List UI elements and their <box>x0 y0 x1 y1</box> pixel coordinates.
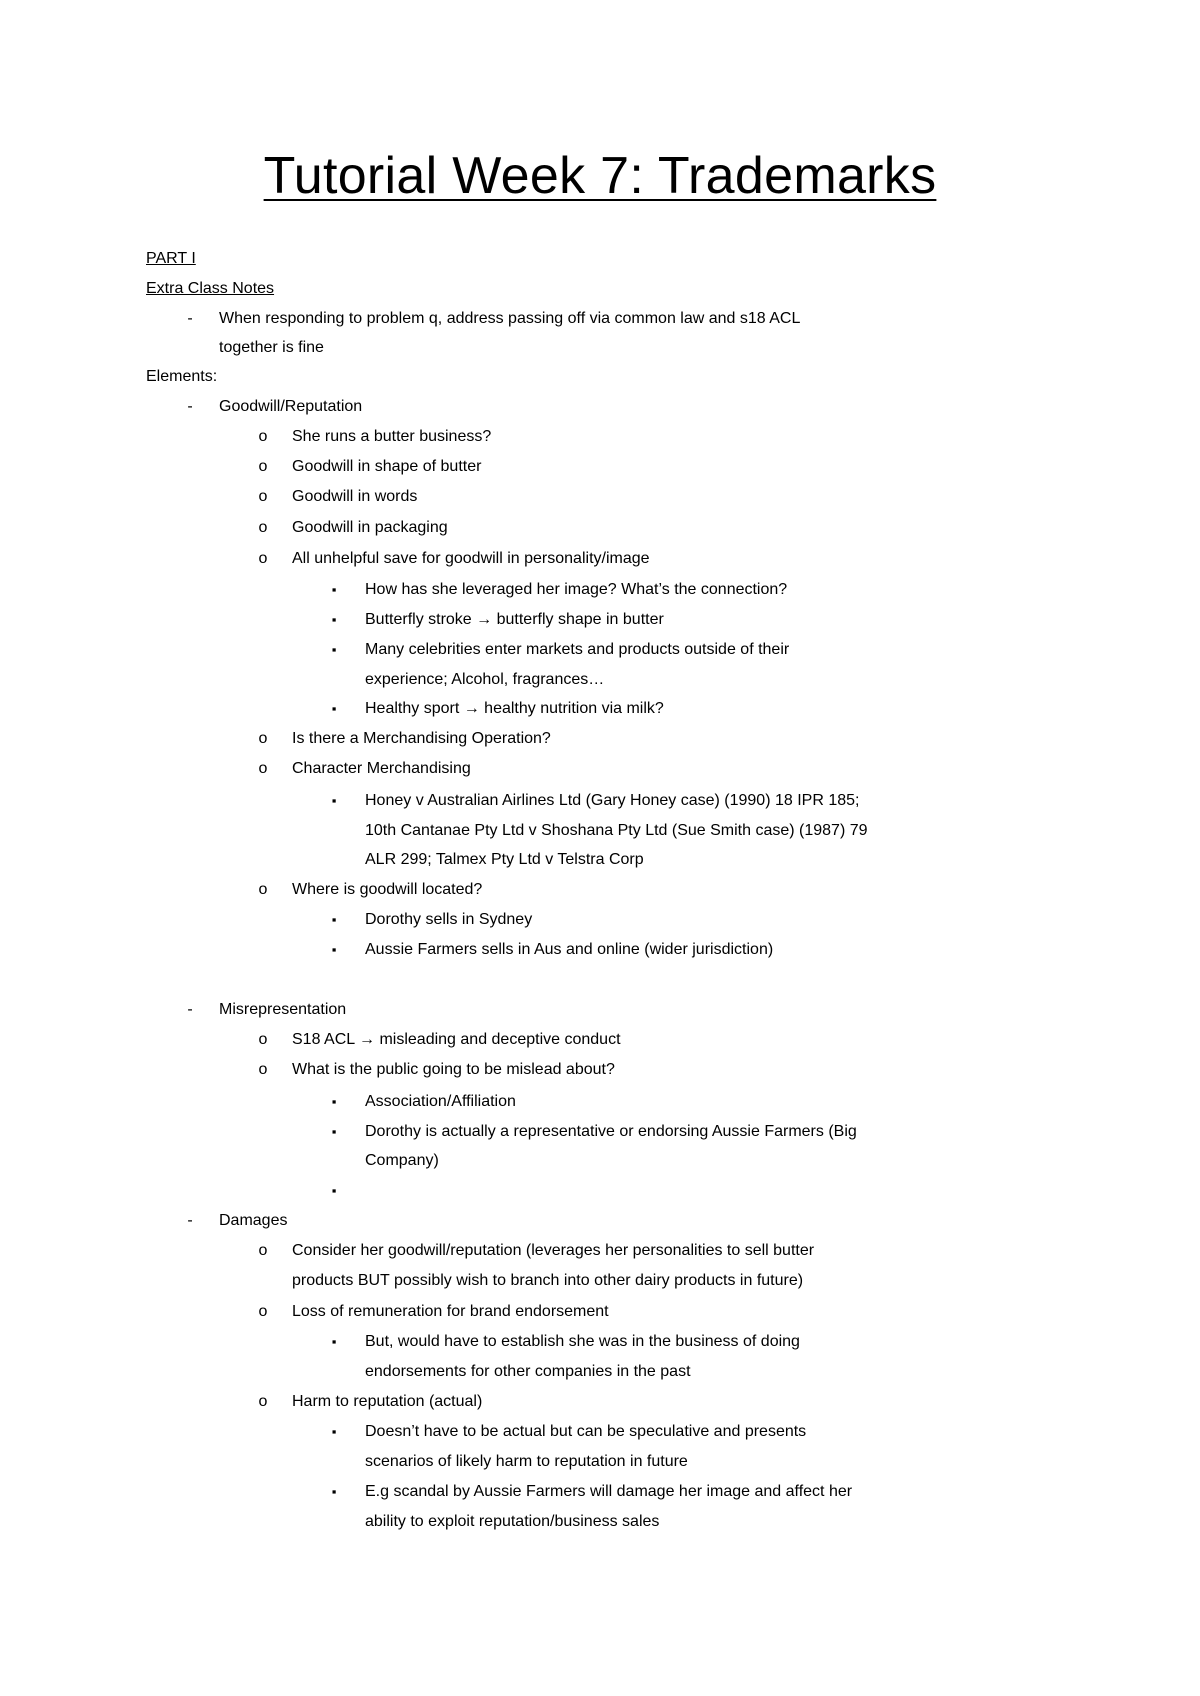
square-bullet: ▪ <box>331 1183 337 1198</box>
square-bullet: ▪ <box>331 1334 337 1349</box>
square-bullet: ▪ <box>331 582 337 597</box>
list-item: Goodwill in words <box>292 488 418 505</box>
list-item: Butterfly stroke → butterfly shape in butter <box>365 611 664 628</box>
circle-bullet: o <box>258 1242 268 1259</box>
square-bullet: ▪ <box>331 942 337 957</box>
list-item: When responding to problem q, address passing off via common law and s18 ACL <box>219 310 801 327</box>
circle-bullet: o <box>258 730 268 747</box>
list-item: Goodwill in shape of butter <box>292 458 482 475</box>
arrow-right-icon: → <box>476 611 493 628</box>
list-item: Aussie Farmers sells in Aus and online (wider jurisdiction) <box>365 941 774 958</box>
circle-bullet: o <box>258 550 268 567</box>
square-bullet: ▪ <box>331 1094 337 1109</box>
list-item: Dorothy is actually a representative or endorsing Aussie Farmers (Big <box>365 1123 857 1140</box>
list-item: But, would have to establish she was in the business of doing <box>365 1333 800 1350</box>
list-item-continuation: ability to exploit reputation/business sales <box>365 1513 660 1530</box>
list-item: Where is goodwill located? <box>292 881 483 898</box>
square-bullet: ▪ <box>331 1484 337 1499</box>
list-item-continuation: scenarios of likely harm to reputation in future <box>365 1453 688 1470</box>
list-item-continuation: endorsements for other companies in the past <box>365 1363 691 1380</box>
list-item-continuation: experience; Alcohol, fragrances… <box>365 671 605 688</box>
section-goodwill: Goodwill/Reputation <box>219 398 363 415</box>
list-item: How has she leveraged her image? What’s the connection? <box>365 581 788 598</box>
circle-bullet: o <box>258 881 268 898</box>
list-item-continuation: Company) <box>365 1152 439 1169</box>
list-item: Consider her goodwill/reputation (leverages her personalities to sell butter <box>292 1242 815 1259</box>
dash-bullet: - <box>187 310 193 327</box>
list-item-continuation: 10th Cantanae Pty Ltd v Shoshana Pty Ltd (Sue Smith case) (1987) 79 <box>365 822 868 839</box>
list-item: Loss of remuneration for brand endorsement <box>292 1303 609 1320</box>
circle-bullet: o <box>258 1393 268 1410</box>
list-item: She runs a butter business? <box>292 428 492 445</box>
arrow-right-icon: → <box>463 700 480 717</box>
circle-bullet: o <box>258 428 268 445</box>
arrow-right-icon: → <box>359 1031 376 1048</box>
square-bullet: ▪ <box>331 642 337 657</box>
list-item: Doesn’t have to be actual but can be speculative and presents <box>365 1423 807 1440</box>
list-item: Harm to reputation (actual) <box>292 1393 483 1410</box>
list-item: S18 ACL → misleading and deceptive conduct <box>292 1031 621 1048</box>
list-item: E.g scandal by Aussie Farmers will damage her image and affect her <box>365 1483 853 1500</box>
list-item: Many celebrities enter markets and products outside of their <box>365 641 790 658</box>
elements-heading: Elements: <box>146 368 218 385</box>
circle-bullet: o <box>258 760 268 777</box>
circle-bullet: o <box>258 1061 268 1078</box>
list-item-continuation: ALR 299; Talmex Pty Ltd v Telstra Corp <box>365 851 644 868</box>
list-item: Association/Affiliation <box>365 1093 516 1110</box>
list-item: Goodwill in packaging <box>292 519 448 536</box>
list-item: All unhelpful save for goodwill in personality/image <box>292 550 650 567</box>
circle-bullet: o <box>258 458 268 475</box>
circle-bullet: o <box>258 488 268 505</box>
section-damages: Damages <box>219 1212 288 1229</box>
list-item: Character Merchandising <box>292 760 471 777</box>
part-heading: PART I <box>146 250 196 267</box>
list-item: Healthy sport → healthy nutrition via milk? <box>365 700 664 717</box>
list-item: Dorothy sells in Sydney <box>365 911 533 928</box>
circle-bullet: o <box>258 1031 268 1048</box>
list-item-continuation: products BUT possibly wish to branch into other dairy products in future) <box>292 1272 804 1289</box>
square-bullet: ▪ <box>331 793 337 808</box>
square-bullet: ▪ <box>331 1124 337 1139</box>
square-bullet: ▪ <box>331 701 337 716</box>
list-item: What is the public going to be mislead about? <box>292 1061 615 1078</box>
dash-bullet: - <box>187 398 193 415</box>
page-title: Tutorial Week 7: Trademarks <box>263 147 937 205</box>
dash-bullet: - <box>187 1001 193 1018</box>
circle-bullet: o <box>258 519 268 536</box>
square-bullet: ▪ <box>331 1424 337 1439</box>
circle-bullet: o <box>258 1303 268 1320</box>
list-item-continuation: together is fine <box>219 339 324 356</box>
section-misrepresentation: Misrepresentation <box>219 1001 347 1018</box>
list-item: Honey v Australian Airlines Ltd (Gary Honey case) (1990) 18 IPR 185; <box>365 792 860 809</box>
square-bullet: ▪ <box>331 912 337 927</box>
square-bullet: ▪ <box>331 612 337 627</box>
extra-class-notes-heading: Extra Class Notes <box>146 280 275 297</box>
dash-bullet: - <box>187 1212 193 1229</box>
list-item: Is there a Merchandising Operation? <box>292 730 551 747</box>
